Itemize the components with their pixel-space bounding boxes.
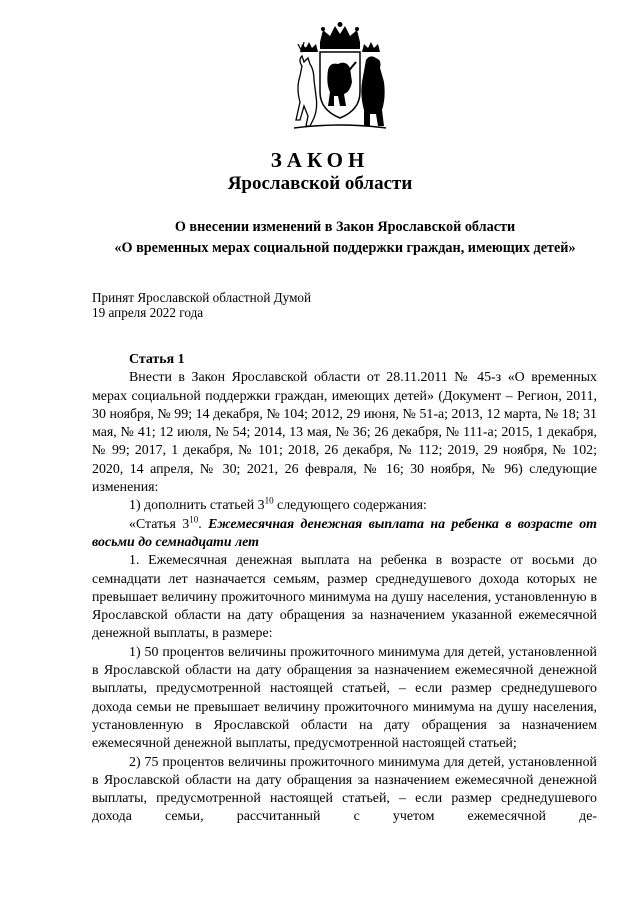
amendment-item-1-text: 1) дополнить статьей 3 [129, 498, 265, 514]
coat-of-arms-icon [290, 22, 390, 134]
adoption-date: 19 апреля 2022 года [92, 305, 204, 320]
paragraph-1: 1. Ежемесячная денежная выплата на ребенка в возрасте от восьми до семнадцати лет назначается семьям, размер среднедушевого дохода которых не превышает величину прожиточного минимума на душу населения, установленную в Ярославской области на дату обращения за назначением указанной ежемесячной денежной выплаты, в размере: [92, 553, 597, 642]
law-title-line-2: «О временных мерах социальной поддержки граждан, имеющих детей» [114, 240, 576, 256]
new-article-title: Ежемесячная денежная выплата на ребенка в возрасте от восьми до семнадцати лет [92, 516, 597, 550]
amendment-item-1-sup: 10 [264, 495, 274, 506]
law-heading: ЗАКОН [270, 148, 370, 172]
law-title-line-1: О внесении изменений в Закон Ярославской области [174, 219, 516, 235]
paragraph-1-item-1: 1) 50 процентов величины прожиточного минимума для детей, установленной в Ярославской области на дату обращения за назначением ежемесячной денежной выплаты, предусмотренной настоящей статьей, – если размер среднедушевого дохода семьи не превышает величину прожиточного минимума на душу населения, установленную в Ярославской области на дату обращения за назначением ежемесячной денежной выплаты, предусмотренной настоящей статьей; [92, 644, 597, 752]
new-article-heading [92, 516, 597, 553]
new-article-dot: . [198, 516, 202, 532]
new-article-sup: 10 [189, 514, 199, 525]
new-article-number: «Статья 3 [129, 516, 190, 532]
article-body [92, 351, 597, 827]
article-heading: Статья 1 [129, 352, 185, 367]
law-region: Ярославской области [227, 173, 413, 194]
paragraph-1-item-2: 2) 75 процентов величины прожиточного минимума для детей, установленной в Ярославской области на дату обращения за назначением ежемесячной денежной выплаты, предусмотренной настоящей статьей, – если размер среднедушевого дохода семьи, рассчитанный с учетом ежемесячной де- [92, 754, 597, 825]
law-title [60, 217, 630, 259]
adoption-body: Принят Ярославской областной Думой [92, 290, 312, 305]
amendment-item-1 [92, 497, 597, 515]
amendment-item-1-tail: следующего содержания: [273, 498, 427, 514]
article-intro: Внести в Закон Ярославской области от 28.11.2011 № 45-з «О временных мерах социальной поддержки граждан, имеющих детей» (Документ – Регион, 2011, 30 ноября, № 99; 14 декабря, № 104; 2012, 29 июня, № 51-а; 2013, 12 марта, № 18; 31 мая, № 41; 12 июля, № 54; 2014, 13 мая, № 36; 26 декабря, № 111-а; 2015, 1 декабря, № 99; 2017, 1 декабря, № 101; 2018, 26 декабря, № 112; 2019, 29 ноября, № 102; 2020, 14 апреля, № 30; 2021, 26 февраля, № 16; 30 ноября, № 96) следующие изменения: [92, 370, 597, 496]
adoption-note [92, 290, 311, 320]
